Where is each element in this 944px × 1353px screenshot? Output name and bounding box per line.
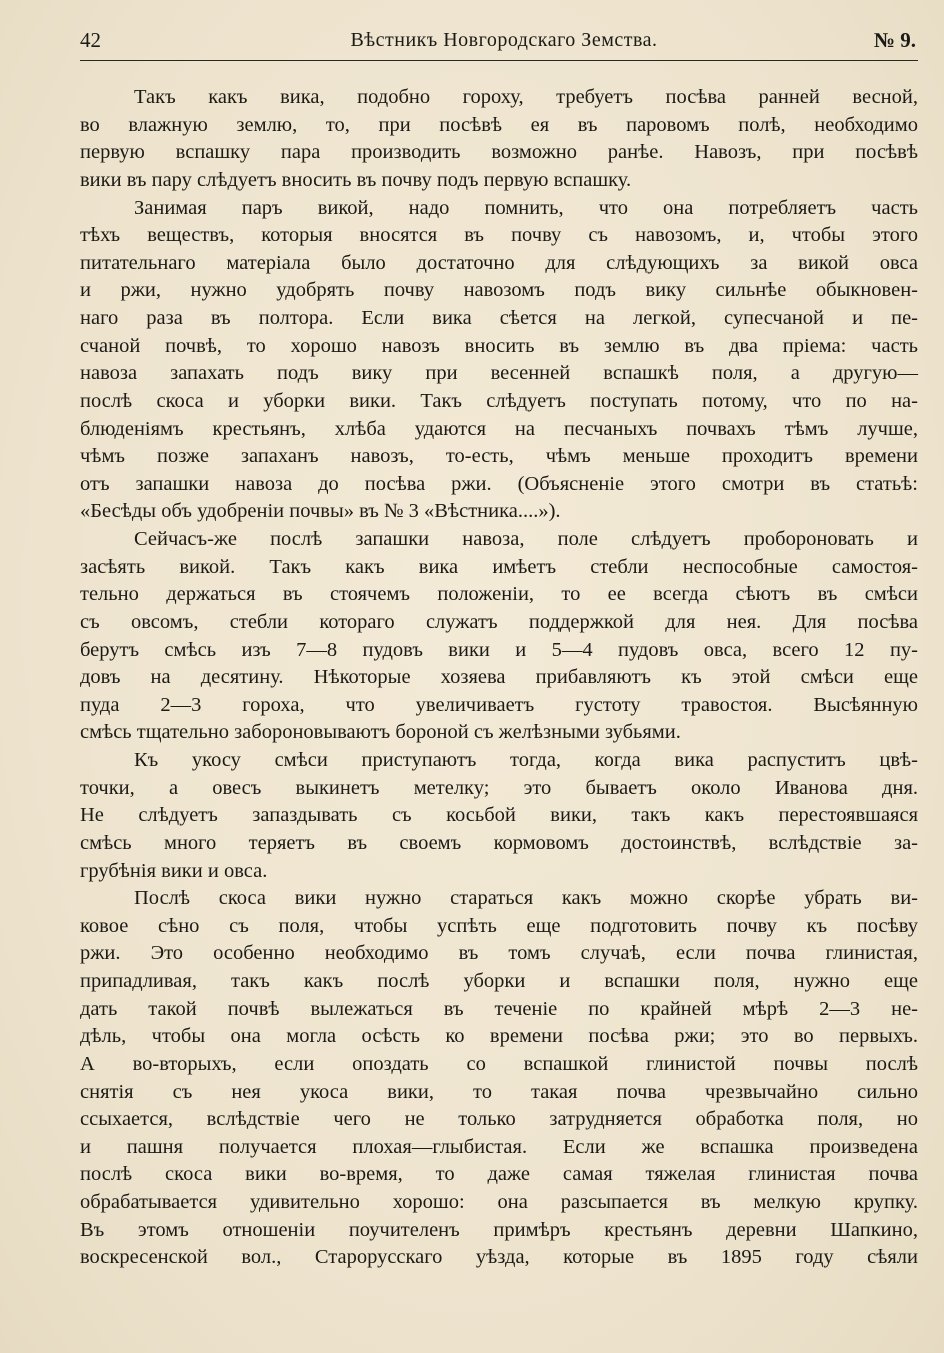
text-line: тельно держаться въ стоячемъ положеніи, то ее всегда сѣютъ въ смѣси <box>80 583 918 606</box>
text-line: послѣ скоса и уборки вики. Такъ слѣдуетъ поступать потому, что по на- <box>80 389 918 412</box>
text-line: воскресенской вол., Старорусскаго уѣзда, которые въ 1895 году сѣяли <box>80 1246 918 1269</box>
text-line: наго раза въ полтора. Если вика сѣется на легкой, супесчаной и пе- <box>80 307 918 329</box>
paragraph <box>80 885 918 1272</box>
text-line: Въ этомъ отношеніи поучителенъ примѣръ крестьянъ деревни Шапкино, <box>80 1218 918 1241</box>
text-line: Такъ какъ вика, подобно гороху, требуетъ посѣва ранней весной, <box>134 86 918 108</box>
paragraph <box>80 747 918 885</box>
page-header <box>80 24 918 61</box>
text-line: ковое сѣно съ поля, чтобы успѣть еще подготовить почву къ посѣву <box>80 914 918 937</box>
text-line: блюденіямъ крестьянъ, хлѣба удаются на песчаныхъ почвахъ тѣмъ лучше, <box>80 417 918 440</box>
body-text <box>80 84 918 1272</box>
text-line: дѣль, чтобы она могла осѣсть ко времени посѣва ржи; это во первыхъ. <box>80 1025 918 1048</box>
paragraph <box>80 195 918 527</box>
text-line: пуда 2—3 гороха, что увеличиваетъ густоту травостоя. Высѣянную <box>80 693 918 716</box>
text-line: припадливая, такъ какъ послѣ уборки и вспашки поля, нужно еще <box>80 970 918 992</box>
text-line: чѣмъ позже запаханъ навозъ, то-есть, чѣмъ меньше проходитъ времени <box>80 445 918 468</box>
text-line: послѣ скоса вики во-время, то даже самая тяжелая глинистая почва <box>80 1163 918 1186</box>
text-line: смѣсь много теряетъ въ своемъ кормовомъ достоинствѣ, вслѣдствіе за- <box>80 831 918 854</box>
text-line: съ овсомъ, стебли котораго служатъ поддержкой для нея. Для посѣва <box>80 610 918 633</box>
text-line: счаной почвѣ, то хорошо навозъ вносить въ землю въ два пріема: часть <box>80 334 918 357</box>
text-line: засѣять викой. Такъ какъ вика имѣетъ стебли неспособные самостоя- <box>80 555 918 578</box>
text-line: навоза запахать подъ вику при весенней вспашкѣ поля, а другую— <box>80 362 918 385</box>
text-line: «Бесѣды объ удобреніи почвы» въ № 3 «Вѣстника....»). <box>80 500 561 523</box>
text-line: обрабатывается удивительно хорошо: она разсыпается въ мелкую крупку. <box>80 1191 918 1213</box>
text-line: питательнаго матеріала было достаточно для слѣдующихъ за викой овса <box>80 251 918 274</box>
text-line: и ржи, нужно удобрять почву навозомъ подъ вику сильнѣе обыкновен- <box>80 279 918 302</box>
text-line: снятія съ нея укоса вики, то такая почва чрезвычайно сильно <box>80 1080 918 1103</box>
text-line: А во-вторыхъ, если опоздать со вспашкой глинистой почвы послѣ <box>80 1052 918 1075</box>
text-line: Занимая паръ викой, надо помнить, что она потребляетъ часть <box>134 196 918 219</box>
text-line: во влажную землю, то, при посѣвѣ ея въ паровомъ полѣ, необходимо <box>80 113 918 136</box>
text-line: Не слѣдуетъ запаздывать съ косьбой вики, такъ какъ перестоявшаяся <box>80 804 918 827</box>
text-line: первую вспашку пара производить возможно ранѣе. Навозъ, при посѣвѣ <box>80 141 918 164</box>
text-line: вики въ пару слѣдуетъ вносить въ почву подъ первую вспашку. <box>80 168 632 191</box>
text-line: грубѣнія вики и овса. <box>80 859 268 882</box>
text-line: тѣхъ веществъ, которыя вносятся въ почву съ навозомъ, и, чтобы этого <box>80 224 918 247</box>
text-line: ссыхается, вслѣдствіе чего не только затрудняется обработка поля, но <box>80 1108 918 1131</box>
text-line: дать такой почвѣ вылежаться въ теченіе по крайней мѣрѣ 2—3 не- <box>80 997 918 1020</box>
paragraph <box>80 526 918 747</box>
text-line: Сейчасъ-же послѣ запашки навоза, поле слѣдуетъ пробороновать и <box>134 528 918 550</box>
running-title: Вѣстникъ Новгородскаго Земства. <box>350 29 658 51</box>
page-number: 42 <box>80 28 101 52</box>
issue-number: № 9. <box>873 28 916 52</box>
paragraph <box>80 84 918 195</box>
text-line: смѣсь тщательно забороновываютъ бороной съ желѣзными зубьями. <box>80 721 681 744</box>
text-line: точки, а овесъ выкинетъ метелку; это бываетъ около Иванова дня. <box>80 776 918 799</box>
text-line: Къ укосу смѣси приступаютъ тогда, когда вика распуститъ цвѣ- <box>134 749 918 771</box>
text-line: и пашня получается плохая—глыбистая. Если же вспашка произведена <box>80 1135 918 1158</box>
text-line: ржи. Это особенно необходимо въ томъ случаѣ, если почва глинистая, <box>80 942 918 965</box>
text-line: отъ запашки навоза до посѣва ржи. (Объясненіе этого смотри въ статьѣ: <box>80 472 918 495</box>
text-line: довъ на десятину. Нѣкоторые хозяева прибавляютъ къ этой смѣси еще <box>80 666 918 689</box>
text-line: берутъ смѣсь изъ 7—8 пудовъ вики и 5—4 пудовъ овса, всего 12 пу- <box>80 638 918 661</box>
text-line: Послѣ скоса вики нужно стараться какъ можно скорѣе убрать ви- <box>134 887 918 910</box>
